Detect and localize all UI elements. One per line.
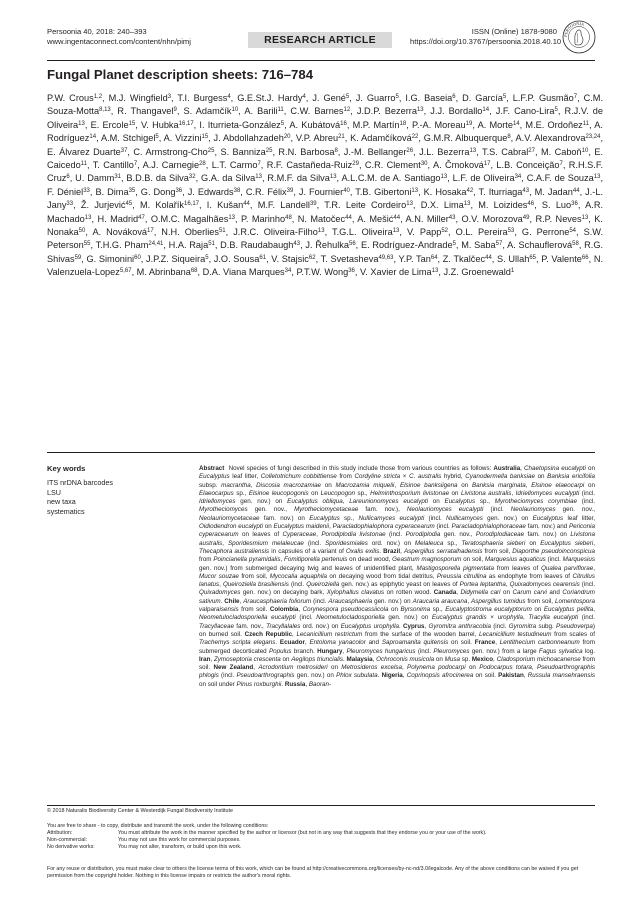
license-condition-text: You may not use this work for commercial purposes. (118, 837, 241, 843)
keywords-heading: Key words (47, 464, 86, 473)
keyword-item: ITS nrDNA barcodes (47, 478, 113, 487)
header-divider (47, 60, 595, 61)
persoonia-seal-logo (562, 20, 596, 54)
abstract-text: Novel species of fungi described in this study include those from various countries as follows: Australia, Chaetopsina eucalypti on Eucalyptus leaf litter, Colletotrichum cobbittiense from Cordyline stricta × C. australis hybrid, Cyanodermella banksiae on Banksia ericifolia subsp. macrantha, Discosia macrozamiae on Macrozamia miquelii, Elsinoe banksiigena on Banksia marginata, Elsinoe elaeocarpi on Elaeocarpus sp., Elsinoe leucopogonis on Leucopogon sp., Helminthosporium livistonae on Livistona australis, Idriellomyces eucalypti (incl. Idriellomyces gen. nov.) on Eucalyptus obliqua, Lareunionomyces eucalypti on Eucalyptus sp., Myrotheciomyces corymbiae (incl. Myrotheciomyces gen. nov., Myrotheciomycetaceae fam. nov.), Neolauriomyces eucalypti (incl. Neolauriomyces gen. nov., Neolauriomycetaceae fam. nov.) on Eucalyptus sp., Nullicamyces eucalypti (incl. Nullicamyces gen. nov.) on Eucalyptus leaf litter, Oidiodendron eucalypti on Eucalyptus maidenii, Paracladophialophora cyperacearum (incl. Paracladophialophoraceae fam. nov.) and Periconia cyperacearum on leaves of Cyperaceae, Porodiplodia livistonae (incl. Porodiplodia gen. nov., Porodiplodiaceae fam. nov.) on Livistona australis, Sporidesmium melaleucae (incl. Sporidesmiales ord. nov.) on Melaleuca sp., Teratosphaeria sieberi on Eucalyptus sieberi, Thecaphora australiensis in capsules of a variant of Oxalis exilis. Brazil, Aspergillus serratalhadensis from soil, Diaporthe pseudoinconspicua from Poincianella pyramidalis, Fomitiporella pertenuis on dead wood, Geastrum magnosporum on soil, Marquesius aquaticus (incl. Marquesius gen. nov.) from submerged decaying twig and leaves of unidentified plant, Mastigosporella pigmentata from leaves of Qualea parviflorae, Mucor souzae from soil, Mycocalia aquaphila on decaying wood from tidal detritus, Preussia citrullina as endophyte from leaves of Citrullus lanatus, Queiroziella brasiliensis (incl. Queiroziella gen. nov.) as epiphytic yeast on leaves of Portea leptantha, Quixadomyces cearensis (incl. Quixadomyces gen. nov.) on decaying bark, Xylophallus clavatus on rotten wood. Canada, Didymella cari on Carum carvi and Coriandrum sativum. Chile, Araucasphaeria foliorum (incl. Araucasphaeria gen. nov.) on Araucaria araucana, Aspergillus tumidus from soil, Lomentospora valparaisensis from soil. Colombia, Corynespora pseudocassiicola on Byrsonima sp., Eucalyptostroma eucalyptorum on Eucalyptus pellita, Neometulocladosporiella eucalypti (incl. Neometulocladosporiella gen. nov.) on Eucalyptus grandis × urophylla, Tracylla eucalypti (incl. Tracyllaceae fam. nov., Tracyllalales ord. nov.) on Eucalyptus urophylla. Cyprus, Gyromitra anthracobia (incl. Gyromitra subg. Pseudoverpa) on burned soil. Czech Republic, Lecanicillium restrictum from the surface of the wooden barrel, Lecanicillium testudineum from scales of Trachemys scripta elegans. Ecuador, Entoloma yanacolor and Saproamanita quitensis on soil. France, Lentithecium carbonneanum from submerged decorticated Populus branch. Hungary, Pleuromyces hungaricus (incl. Pleuromyces gen. nov.) from a large Fagus sylvatica log. Iran, Zymoseptoria crescenta on Aegilops triuncialis. Malaysia, Ochroconis musicola on Musa sp. Mexico, Cladosporium michoacanense from soil. New Zealand, Acrodontium metrosideri on Metrosideros excelsa, Polynema podocarpi on Podocarpus totara, Pseudoarthrographis phlogis (incl. Pseudoarthrographis gen. nov.) on Phlox subulata. Nigeria, Coprinopsis afrocinerea on soil. Pakistan, Russula mansehraensis on soil under Pinus roxburghii. Russia, Baoran- (199, 465, 596, 688)
license-condition-key: Attribution: (47, 830, 73, 836)
license-intro: You are free to share - to copy, distribute and transmit the work, under the following conditions: (47, 823, 269, 829)
license-condition-text: You may not alter, transform, or build upon this work. (118, 844, 242, 850)
keyword-item: new taxa (47, 497, 76, 507)
keyword-item: LSU (47, 487, 61, 497)
keyword-item: systematics (47, 507, 85, 517)
issn-doi-info (410, 27, 562, 47)
article-type-banner: RESEARCH ARTICLE (248, 32, 392, 48)
license-condition (47, 830, 486, 836)
seal-lettering: PERSOONIA (562, 20, 585, 38)
issn: ISSN (Online) 1878-9080 (471, 27, 557, 36)
journal-info (47, 27, 191, 47)
author-list: P.W. Crous$^{1,2}$, M.J. Wingfield$^3$, T.I. Burgess$^4$, G.E.St.J. Hardy$^4$, J. Gené$^5$, J. Guarro$^5$, I.G. Baseia$^6$, D. García$^5$, L.F.P. Gusmão$^7$, C.M. Souza-Motta$^{8,13}$, R. Thangavel$^9$, S. Adamčík$^{10}$, A. Barili$^{11}$, C.W. Barnes$^{12}$, J.D.P. Bezerra$^{13}$, J.J. Bordallo$^{14}$, J.F. Cano-Lira$^5$, R.J.V. de Oliveira$^{13}$, E. Ercole$^{15}$, V. Hubka$^{16,17}$, I. Iturrieta-González$^5$, A. Kubátová$^{16}$, M.P. Martín$^{18}$, P.-A. Moreau$^{19}$, A. Morte$^{14}$, M.E. Ordoñez$^{11}$, A. Rodríguez$^{14}$, A.M. Stchigel$^5$, A. Vizzini$^{15}$, J. Abdollahzadeh$^{20}$, V.P. Abreu$^{21}$, K. Adamčíková$^{22}$, G.M.R. Albuquerque$^8$, A.V. Alexandrova$^{23,24}$, E. Álvarez Duarte$^{37}$, C. Armstrong-Cho$^{25}$, S. Banniza$^{25}$, R.N. Barbosa$^8$, J.-M. Bellanger$^{26}$, J.L. Bezerra$^{13}$, T.S. Cabral$^{27}$, M. Caboň$^{10}$, E. Caicedo$^{11}$, T. Cantillo$^7$, A.J. Carnegie$^{28}$, L.T. Carmo$^7$, R.F. Castañeda-Ruiz$^{29}$, C.R. Clement$^{30}$, A. Čmoková$^{17}$, L.B. Conceição$^7$, R.H.S.F. Cruz$^6$, U. Damm$^{31}$, B.D.B. da Silva$^{32}$, G.A. da Silva$^{13}$, R.M.F. da Silva$^{13}$, A.L.C.M. de A. Santiago$^{13}$, L.F. de Oliveira$^{34}$, C.A.F. de Souza$^{13}$, F. Déniel$^{33}$, B. Dima$^{35}$, G. Dong$^{36}$, J. Edwards$^{38}$, C.R. Félix$^{39}$, J. Fournier$^{40}$, T.B. Gibertoni$^{13}$, K. Hosaka$^{42}$, T. Iturriaga$^{43}$, M. Jadan$^{44}$, J.-L. Jany$^{33}$, Ž. Jurjević$^{45}$, M. Kolařík$^{16,17}$, I. Kušan$^{44}$, M.F. Landell$^{39}$, T.R. Leite Cordeiro$^{13}$, D.X. Lima$^{13}$, M. Loizides$^{46}$, S. Luo$^{36}$, A.R. Machado$^{13}$, H. Madrid$^{47}$, O.M.C. Magalhães$^{13}$, P. Marinho$^{48}$, N. Matočec$^{44}$, A. Mešić$^{44}$, A.N. Miller$^{43}$, O.V. Morozova$^{49}$, R.P. Neves$^{13}$, K. Nonaka$^{50}$, A. Nováková$^{17}$, N.H. Oberlies$^{51}$, J.R.C. Oliveira-Filho$^{13}$, T.G.L. Oliveira$^{13}$, V. Papp$^{52}$, O.L. Pereira$^{53}$, G. Perrone$^{54}$, S.W. Peterson$^{55}$, T.H.G. Pham$^{24,41}$, H.A. Raja$^{51}$, D.B. Raudabaugh$^{43}$, J. Řehulka$^{56}$, E. Rodríguez-Andrade$^5$, M. Saba$^{57}$, A. Schauflerová$^{58}$, R.G. Shivas$^{59}$, G. Simonini$^{60}$, J.P.Z. Siqueira$^5$, J.O. Sousa$^{61}$, V. Stajsic$^{62}$, T. Svetasheva$^{49,63}$, Y.P. Tan$^{64}$, Z. Tkalčec$^{44}$, S. Ullah$^{65}$, P. Valente$^{66}$, N. Valenzuela-Lopez$^{5,67}$, M. Abrinbana$^{68}$, D.A. Viana Marques$^{34}$, P.T.W. Wong$^{36}$, V. Xavier de Lima$^{13}$, J.Z. Groenewald$^1$ (47, 93, 604, 278)
authors-divider (47, 452, 595, 453)
abstract-label: Abstract (199, 465, 225, 472)
license-note: For any reuse or distribution, you must make clear to others the license terms of this work, which can be found at http://creativecommons.org/licenses/by-nc-nd/3.0/legalcode. Any of the above conditions can be waived if you get permission from the copyright holder. Nothing in this license impairs or restricts the author's moral rights. (47, 866, 579, 879)
license-condition-key: Non-commercial: (47, 837, 88, 843)
license-condition-key: No derivative works: (47, 844, 95, 850)
journal-url[interactable]: www.ingentaconnect.com/content/nhn/pimj (47, 37, 191, 46)
footer-divider (47, 805, 595, 806)
page-title: Fungal Planet description sheets: 716–784 (47, 67, 314, 82)
license-condition (47, 844, 241, 850)
abstract-block (199, 465, 595, 689)
license-condition (47, 837, 241, 843)
doi-link[interactable]: https://doi.org/10.3767/persoonia.2018.40.10 (410, 37, 562, 46)
keywords-list (47, 478, 113, 517)
license-condition-text: You must attribute the work in the manner specified by the author or licensor (but not in any way that suggests that they endorse you or your use of the work). (118, 830, 487, 836)
journal-citation: Persoonia 40, 2018: 240–393 (47, 27, 147, 36)
copyright-line: © 2018 Naturalis Biodiversity Center & Westerdijk Fungal Biodiversity Institute (47, 808, 234, 814)
